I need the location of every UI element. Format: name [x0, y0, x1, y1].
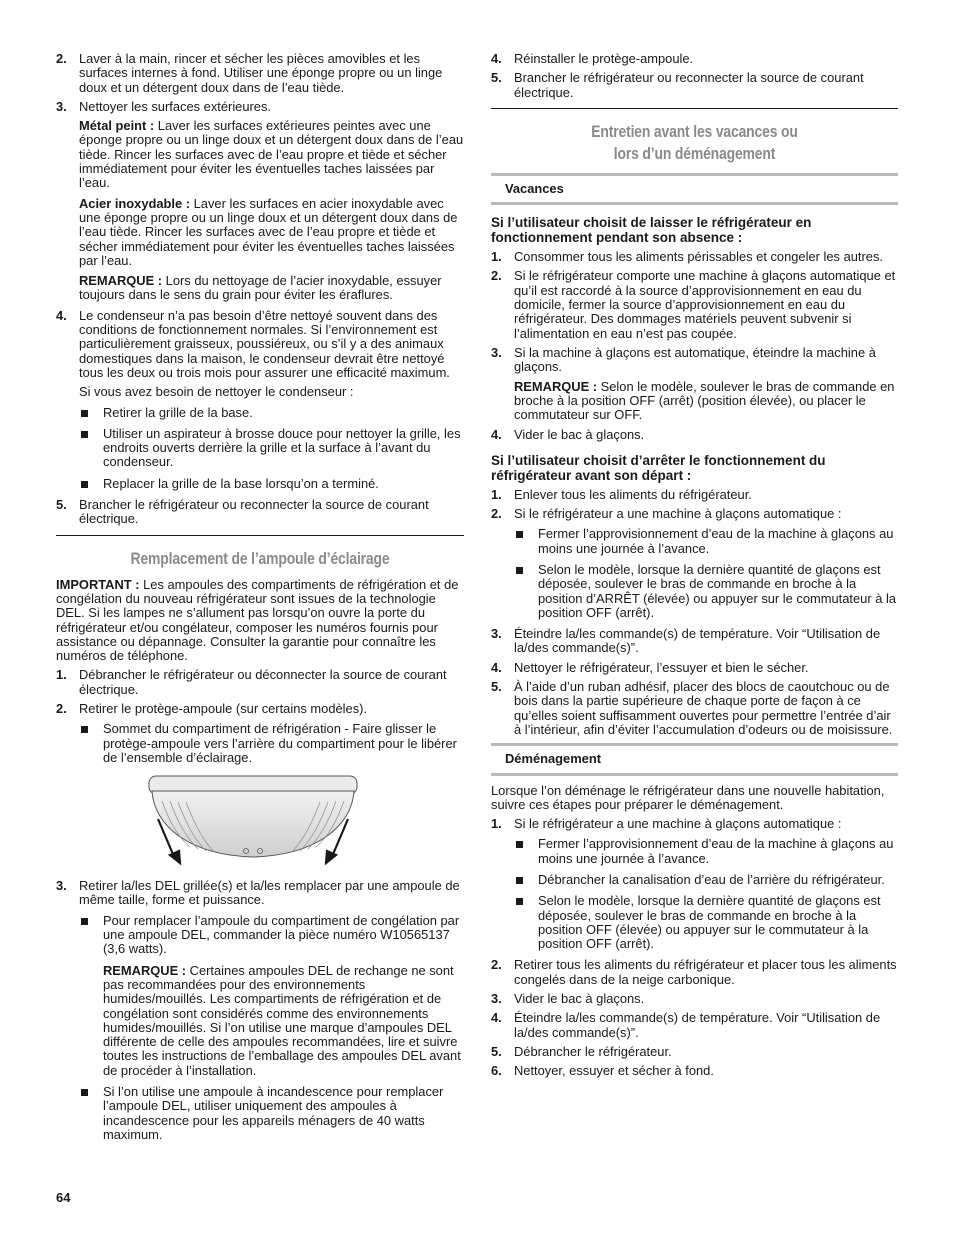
list-item: Si l’on utilise une ampoule à incandescence pour remplacer l’ampoule DEL, utiliser uniquement des ampoules à incandescence pour les appareils ménagers de 40 watts maximum.: [79, 1085, 464, 1142]
right-column: [491, 52, 898, 1084]
list-item: Selon le modèle, lorsque la dernière quantité de glaçons est déposée, soulever le bras de commande en broche à la position d’ARRÊT (élevée) ou appuyer sur le commutateur à la position OFF (arrêt).: [514, 563, 898, 620]
step-5: [56, 498, 464, 527]
square-bullet-icon: [516, 567, 523, 574]
subsection-divider: [491, 773, 898, 776]
step-number: 4.: [491, 51, 502, 66]
lamp-steps-end: [491, 52, 898, 100]
square-bullet-icon: [516, 841, 523, 848]
square-bullet-icon: [81, 410, 88, 417]
important-text: Les ampoules des compartiments de réfrigération et de congélation du nouveau réfrigérateur sont issues de la technologie DEL. Si les lampes ne s’allument pas lorsqu’on ouvre la porte du réfrigérateur et/ou congélateur, composer les numéros fournis pour assistance ou dépannage. Consulter la garantie pour connaître les numéros de téléphone.: [56, 576, 459, 664]
subsection-title-vacances: Vacances: [505, 180, 564, 196]
step-text: Brancher le réfrigérateur ou reconnecter la source de courant électrique.: [79, 497, 429, 527]
step-6: 6. Nettoyer, essuyer et sécher à fond.: [491, 1063, 714, 1079]
heading-turn-off: Si l’utilisateur choisit d’arrêter le fonctionnement du réfrigérateur avant son départ :: [491, 452, 826, 483]
step-number: 3.: [56, 878, 67, 894]
bulb-replacement-bullets: [79, 914, 464, 1142]
step-3: [56, 100, 464, 303]
square-bullet-icon: [81, 481, 88, 488]
icemaker-note: [514, 380, 898, 423]
stainless-label: Acier inoxydable :: [79, 195, 191, 211]
turn-off-steps: [491, 488, 898, 737]
list-item: Pour remplacer l’ampoule du compartiment de congélation par une ampoule DEL, commander la pièce numéro W10565137 (3,6 watts). REMARQUE : Certaines ampoules DEL de rechange ne sont pas recommandées pour des environnements humides/mouillés. Les compartiments de réfrigération et de congélation sont considérés comme des environnements humides/mouillés. Si l’on utilise une marque d’ampoules DEL différente de celle des ampoules recommandées, lire et suivre toutes les instructions de l’emballage des ampoules DEL avant de procéder à l’installation.: [79, 914, 464, 1078]
step-number: 5.: [491, 70, 502, 86]
square-bullet-icon: [516, 877, 523, 884]
note-label: REMARQUE :: [103, 962, 187, 978]
heading-keep-running: Si l’utilisateur choisit de laisser le réfrigérateur en fonctionnement pendant son absence :: [491, 215, 812, 246]
keep-running-steps: [491, 250, 898, 443]
stainless-text: Laver les surfaces en acier inoxydable avec une éponge propre ou un linge doux et un détergent doux dans de l’eau tiède. Rincer les surfaces avec de l’eau propre et tiède et sécher immédiatement pour éviter les éventuelles taches laissées par l’eau.: [79, 195, 458, 268]
important-label: IMPORTANT :: [56, 576, 140, 592]
step-text: Nettoyer les surfaces extérieures.: [79, 98, 272, 114]
list-item: Utiliser un aspirateur à brosse douce pour nettoyer la grille, les endroits ouverts derrière la grille et la surface à l’avant du condenseur.: [79, 427, 464, 470]
step-text: Réinstaller le protège-ampoule.: [514, 51, 694, 66]
step-5: 5. Débrancher le réfrigérateur.: [491, 1043, 672, 1059]
square-bullet-icon: [81, 1089, 88, 1096]
condenser-intro: Si vous avez besoin de nettoyer le condenseur :: [79, 384, 354, 400]
list-item: Fermer l’approvisionnement d’eau de la machine à glaçons au moins une journée à l’avance.: [514, 527, 898, 556]
stainless-paragraph: [79, 197, 464, 268]
step-2: 2. Retirer tous les aliments du réfrigérateur et placer tous les aliments congelés dans de la neige carbonique.: [491, 957, 897, 987]
painted-metal-label: Métal peint :: [79, 118, 155, 134]
painted-metal-paragraph: [79, 119, 464, 190]
list-item: Replacer la grille de la base lorsqu’on a terminé.: [79, 477, 464, 491]
note-text: Selon le modèle, soulever le bras de commande en broche à la position OFF (arrêt) (position élevée), ou placer le commutateur sur OFF.: [514, 378, 895, 423]
step-3: 3. Vider le bac à glaçons.: [491, 991, 645, 1007]
note-text: Certaines ampoules DEL de rechange ne sont pas recommandées pour des environnements humides/mouillés. Les compartiments de réfrigération et de congélation sont considérés comme des environnements humides/mouillés. Si l’on utilise une marque d’ampoules DEL différente de celle des ampoules recommandées, lire et suivre toutes les instructions de l’emballage des ampoules DEL avant de procéder à l’installation.: [103, 962, 461, 1078]
led-note: [103, 964, 464, 1078]
note-text: Lors du nettoyage de l’acier inoxydable, essuyer toujours dans le sens du grain pour éviter les éraflures.: [79, 273, 442, 303]
list-item: Sommet du compartiment de réfrigération - Faire glisser le protège-ampoule vers l’arrière du compartiment pour le libérer de l’ensemble d’éclairage.: [79, 722, 464, 765]
subsection-divider: [491, 173, 898, 176]
square-bullet-icon: [81, 726, 88, 733]
lamp-steps: [56, 668, 464, 765]
step-text: Retirer le protège-ampoule (sur certains modèles).: [79, 700, 368, 716]
square-bullet-icon: [516, 531, 523, 538]
step-4: [491, 52, 898, 66]
list-item: Selon le modèle, lorsque la dernière quantité de glaçons est déposée, soulever le bras de commande en broche à la position OFF (élevée) ou appuyer sur le commutateur à la position OFF (arrêt).: [514, 894, 898, 951]
lamp-steps-continued: [56, 879, 464, 1142]
cleaning-steps-continued: [56, 52, 464, 527]
step-4: [56, 309, 464, 491]
moving-steps: [491, 817, 898, 1078]
step-1: 1. Enlever tous les aliments du réfrigérateur.: [491, 486, 752, 502]
lamp-cover-bullets: [79, 722, 464, 765]
list-item: Fermer l’approvisionnement d’eau de la machine à glaçons au moins une journée à l’avance.: [514, 837, 898, 866]
step-1: 1. Si le réfrigérateur a une machine à glaçons automatique : Fermer l’approvisionnement d’eau de la machine à glaçons au moins une journée à l’avance. Débrancher la canalisation d’eau de l’arrière du réfrigérateur. Selon le modèle, lorsque la dernière quantité de glaçons est déposée, soulever le bras de commande en broche à la position OFF (élevée) ou appuyer sur le commutateur à la position OFF (arrêt).: [491, 817, 898, 951]
step-3: [56, 879, 464, 1142]
step-5: 5. À l’aide d’un ruban adhésif, placer des blocs de caoutchouc ou de bois dans la partie supérieure de chaque porte de façon à ce qu’elles soient suffisamment ouvertes pour permettre l’entrée d’air à l’intérieur, afin d’éviter l’accumulation d’odeurs ou de moisissure.: [491, 679, 893, 737]
square-bullet-icon: [81, 918, 88, 925]
stainless-note: [79, 274, 464, 303]
step-2: [56, 702, 464, 765]
step-text: Laver à la main, rincer et sécher les pièces amovibles et les surfaces internes à fond. Utiliser une éponge propre ou un linge doux et un détergent doux dans de l’eau tiède.: [79, 51, 443, 95]
step-number: 2.: [56, 700, 67, 716]
section-title-vacation: Entretien avant les vacances ou lors d’un déménagement: [591, 121, 798, 163]
step-number: 3.: [56, 98, 67, 114]
square-bullet-icon: [81, 431, 88, 438]
section-divider: [491, 108, 898, 109]
lamp-cover-illustration: [148, 775, 358, 867]
step-text: Le condenseur n’a pas besoin d’être nettoyé souvent dans des conditions de fonctionnement normales. Si l’environnement est particulièrement graisseux, poussiéreux, ou s’il y a des animaux domestiques dans la maison, le condenseur devrait être nettoyé tous les deux ou trois mois pour assurer une efficacité maximum.: [79, 307, 450, 380]
step-text: Débrancher le réfrigérateur ou déconnecter la source de courant électrique.: [79, 667, 447, 697]
page-number: 64: [56, 1190, 71, 1205]
important-paragraph: [56, 578, 464, 664]
list-item: Débrancher la canalisation d’eau de l’arrière du réfrigérateur.: [514, 873, 898, 887]
moving-icemaker-bullets: [514, 837, 898, 951]
step-number: 5.: [56, 497, 67, 513]
note-label: REMARQUE :: [514, 378, 598, 394]
condenser-bullets: [79, 406, 464, 491]
note-label: REMARQUE :: [79, 273, 163, 289]
step-number: 1.: [56, 667, 67, 683]
moving-intro: Lorsque l’on déménage le réfrigérateur dans une nouvelle habitation, suivre ces étapes pour préparer le déménagement.: [491, 782, 885, 812]
subsection-divider: [491, 743, 898, 746]
step-text: Brancher le réfrigérateur ou reconnecter la source de courant électrique.: [514, 70, 864, 100]
painted-metal-text: Laver les surfaces extérieures peintes avec une éponge propre ou un linge doux et un détergent doux dans de l’eau tiède. Rincer les surfaces avec de l’eau propre et tiède et sécher immédiatement pour éviter les éventuelles taches laissées par l’eau.: [79, 118, 464, 191]
step-4: 4. Vider le bac à glaçons.: [491, 427, 645, 443]
left-column: [56, 52, 464, 1149]
subsection-title-moving: Déménagement: [505, 751, 601, 767]
step-number: 2.: [56, 51, 67, 66]
lamp-cover-icon: [148, 775, 358, 867]
step-3: 3. Éteindre la/les commande(s) de température. Voir “Utilisation de la/des commande(s)”.: [491, 626, 881, 656]
step-2: 2. Si le réfrigérateur a une machine à glaçons automatique : Fermer l’approvisionnement d’eau de la machine à glaçons au moins une journée à l’avance. Selon le modèle, lorsque la dernière quantité de glaçons est déposée, soulever le bras de commande en broche à la position d’ARRÊT (élevée) ou appuyer sur le commutateur à la position OFF (arrêt).: [491, 506, 897, 620]
list-item: Retirer la grille de la base.: [79, 406, 464, 420]
step-1: 1. Consommer tous les aliments périssables et congeler les autres.: [491, 249, 883, 265]
step-2: [56, 52, 464, 95]
turn-off-icemaker-bullets: [514, 527, 898, 620]
step-5: [491, 71, 898, 100]
step-2: 2. Si le réfrigérateur comporte une machine à glaçons automatique et qu’il est raccordé à la source d’approvisionnement en eau du domicile, fermer la source d’approvisionnement en eau du réfrigérateur. Des dommages matériels peuvent subvenir si l’alimentation en eau n’est pas coupée.: [491, 268, 896, 341]
step-3: 3. Si la machine à glaçons est automatique, éteindre la machine à glaçons. REMARQUE : Selon le modèle, soulever le bras de commande en broche à la position OFF (arrêt) (position élevée), ou placer le commutateur sur OFF.: [491, 346, 898, 422]
section-title-lamp: Remplacement de l’ampoule d’éclairage: [130, 548, 390, 568]
step-4: 4. Éteindre la/les commande(s) de température. Voir “Utilisation de la/des commande(s)”.: [491, 1010, 881, 1040]
subsection-divider: [491, 202, 898, 205]
square-bullet-icon: [516, 898, 523, 905]
step-text: Retirer la/les DEL grillée(s) et la/les remplacer par une ampoule de même taille, forme et puissance.: [79, 878, 460, 908]
step-1: [56, 668, 464, 697]
section-divider: [56, 535, 464, 536]
step-4: 4. Nettoyer le réfrigérateur, l’essuyer et bien le sécher.: [491, 659, 809, 675]
step-number: 4.: [56, 307, 67, 323]
